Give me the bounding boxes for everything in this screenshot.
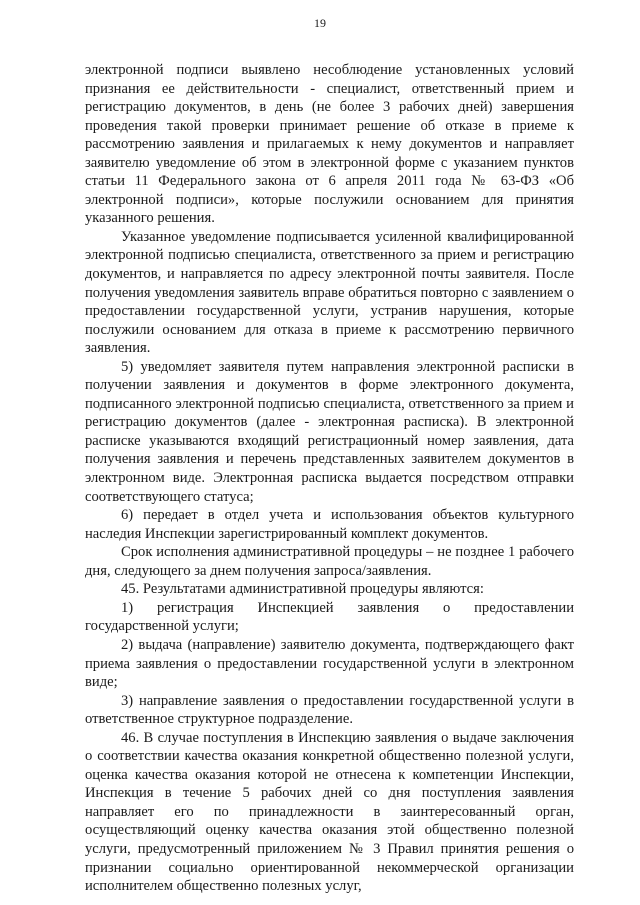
- paragraph-signature-check-continuation: электронной подписи выявлено несоблюдение установленных условий признания ее действительности - специалист, ответственный прием и регистрацию документов, в день (не более 3 рабочих дней) завершения проведения такой проверки принимает решение об отказе в приеме к рассмотрению заявления и прилагаемых к нему документов и направляет заявителю уведомление об этом в электронной форме с указанием пунктов статьи 11 Федерального закона от 6 апреля 2011 года № 63-ФЗ «Об электронной подписи», которые послужили основанием для принятия указанного решения.: [85, 62, 574, 227]
- paragraph-result-3: 3) направление заявления о предоставлении государственной услуги в ответственное структурное подразделение.: [85, 692, 574, 728]
- paragraph-section-45-heading: 45. Результатами административной процедуры являются:: [121, 581, 484, 598]
- paragraph-notification-signing: Указанное уведомление подписывается усиленной квалифицированной электронной подписью специалиста, ответственного за прием и регистрацию документов, и направляется по адресу электронной почты заявителя. После получения уведомления заявитель вправе обратиться повторно с заявлением о предоставлении государственной услуги, устранив нарушения, которые послужили основанием для отказа в приеме к рассмотрению первичного заявления.: [85, 228, 574, 357]
- paragraph-procedure-deadline: Срок исполнения административной процедуры – не позднее 1 рабочего дня, следующего за днем получения запроса/заявления.: [85, 544, 574, 579]
- paragraph-item-6-transfer-documents: 6) передает в отдел учета и использования объектов культурного наследия Инспекции зарегистрированный комплект документов.: [85, 507, 574, 542]
- paragraph-result-2: 2) выдача (направление) заявителю документа, подтверждающего факт приема заявления о предоставлении государственной услуги в электронном виде;: [85, 636, 574, 691]
- paragraph-section-46: 46. В случае поступления в Инспекцию заявления о выдаче заключения о соответствии качества оказания конкретной общественно полезной услуги, оценка качества оказания которой не отнесена к компетенции Инспекции, Инспекция в течение 5 рабочих дней со дня поступления заявления направляет его по принадлежности в заинтересованный орган, осуществляющий оценку качества оказания этой общественно полезной услуги, предусмотренный приложением № 3 Правил принятия решения о признании социально ориентированной некоммерческой организации исполнителем общественно полезных услуг,: [85, 729, 574, 895]
- page-number: 19: [314, 16, 326, 30]
- paragraph-result-1: 1) регистрация Инспекцией заявления о предоставлении государственной услуги;: [85, 599, 574, 635]
- paragraph-item-5-electronic-receipt: 5) уведомляет заявителя путем направления электронной расписки в получении заявления и документов в форме электронного документа, подписанного электронной подписью специалиста, ответственного за прием и регистрацию документов (далее - электронная расписка). В электронной расписке указываются входящий регистрационный номер заявления, дата получения заявления и перечень представленных заявителем документов в электронном виде. Электронная расписка выдается посредством отправки соответствующего статуса;: [85, 358, 574, 505]
- document-body: [85, 61, 574, 896]
